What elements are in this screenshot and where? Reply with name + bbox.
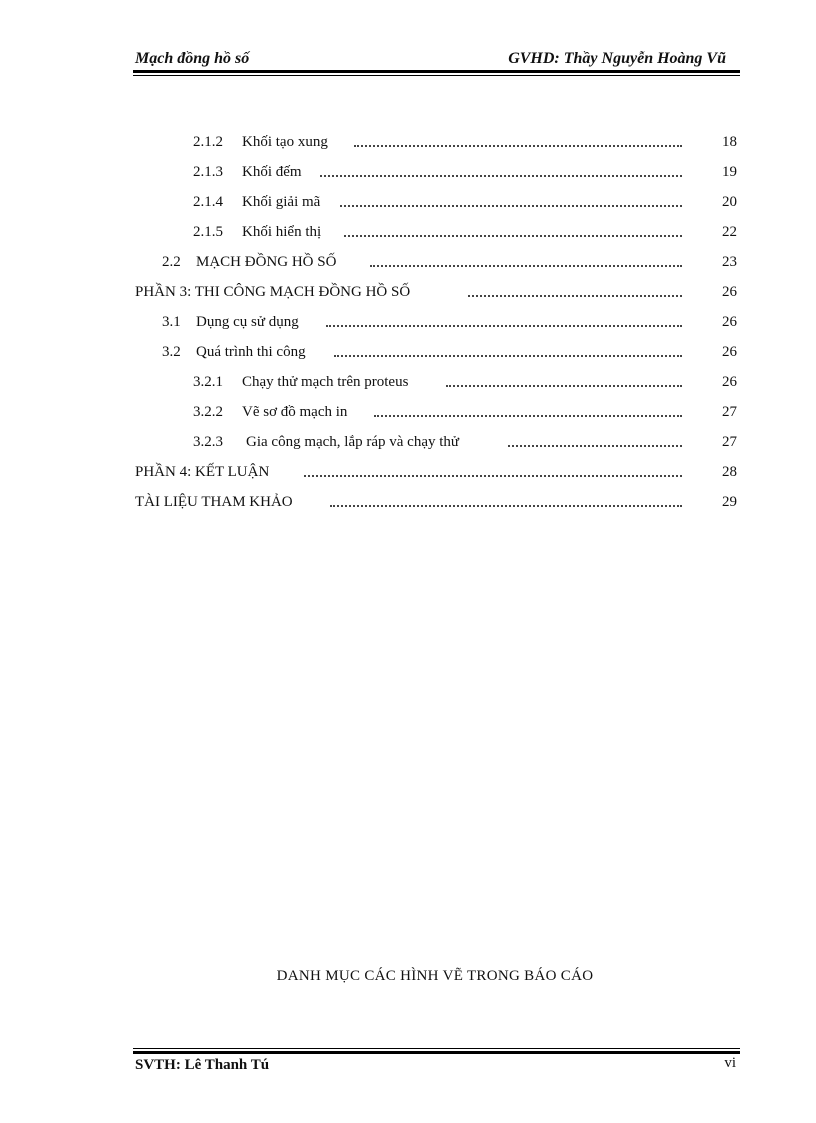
toc-leader <box>334 353 682 357</box>
toc-leader <box>326 323 682 327</box>
toc-leader <box>320 173 682 177</box>
toc-leader <box>508 443 682 447</box>
toc-entry-title: TÀI LIỆU THAM KHẢO <box>135 494 293 510</box>
toc-leader <box>374 413 682 417</box>
toc-entry-title: Khối giải mã <box>242 194 321 210</box>
page-footer <box>133 1055 740 1079</box>
toc-entry-page: 29 <box>722 494 737 510</box>
toc-entry-number: 2.1.3 <box>193 164 223 180</box>
toc-entry-title: Gia công mạch, lắp ráp và chạy thử <box>246 434 460 450</box>
toc-entry-number: 3.2.1 <box>193 374 223 390</box>
toc-entry-page: 27 <box>722 404 737 420</box>
toc-entry-title: Dụng cụ sử dụng <box>196 314 299 330</box>
footer-student: SVTH: Lê Thanh Tú <box>135 1057 270 1073</box>
toc-entry-title: Khối đếm <box>242 164 302 180</box>
toc-entry-title: Quá trình thi công <box>196 344 306 360</box>
page-number: vi <box>724 1055 736 1071</box>
toc-entry-title: PHẦN 3: THI CÔNG MẠCH ĐỒNG HỒ SỐ <box>135 284 411 300</box>
toc-entry-number: 2.1.4 <box>193 194 223 210</box>
toc-leader <box>340 203 682 207</box>
toc-entry-number: 2.1.5 <box>193 224 223 240</box>
toc-leader <box>446 383 682 387</box>
toc-entry-page: 26 <box>722 344 737 360</box>
header-title: Mạch đồng hồ số <box>135 50 250 67</box>
footer-rule-thin <box>133 1048 740 1049</box>
toc-entry-page: 23 <box>722 254 737 270</box>
header-rule <box>133 70 740 73</box>
toc-leader <box>304 473 682 477</box>
header-advisor: GVHD: Thầy Nguyễn Hoàng Vũ <box>508 50 726 67</box>
toc-entry-page: 22 <box>722 224 737 240</box>
toc-entry-number: 3.2.2 <box>193 404 223 420</box>
footer-rule <box>133 1051 740 1054</box>
toc-leader <box>370 263 682 267</box>
toc-entry-number: 2.1.2 <box>193 134 223 150</box>
toc-entry-title: Khối hiển thị <box>242 224 322 240</box>
toc-entry-title: PHẦN 4: KẾT LUẬN <box>135 464 270 480</box>
toc-leader <box>344 233 682 237</box>
toc-entry-number: 2.2 <box>162 254 181 270</box>
toc-entry-page: 26 <box>722 314 737 330</box>
toc-entry-page: 27 <box>722 434 737 450</box>
page-header <box>133 46 740 70</box>
toc-entry-title: MẠCH ĐỒNG HỒ SỐ <box>196 254 337 270</box>
toc-entry-title: Chạy thử mạch trên proteus <box>242 374 409 390</box>
header-rule-thin <box>133 75 740 76</box>
toc-entry-page: 20 <box>722 194 737 210</box>
toc-entry-page: 18 <box>722 134 737 150</box>
toc-entry-number: 3.2.3 <box>193 434 223 450</box>
toc-entry-page: 26 <box>722 374 737 390</box>
toc-leader <box>330 503 682 507</box>
toc-entry-title: Khối tạo xung <box>242 134 328 150</box>
toc-leader <box>354 143 682 147</box>
toc-leader <box>468 293 682 297</box>
toc-entry-title: Vẽ sơ đồ mạch in <box>242 404 348 420</box>
toc-entry-number: 3.1 <box>162 314 181 330</box>
toc-entry-page: 28 <box>722 464 737 480</box>
toc-entry-number: 3.2 <box>162 344 181 360</box>
figure-list-heading: DANH MỤC CÁC HÌNH VẼ TRONG BÁO CÁO <box>276 968 594 984</box>
toc-entry-page: 19 <box>722 164 737 180</box>
toc-entry-page: 26 <box>722 284 737 300</box>
